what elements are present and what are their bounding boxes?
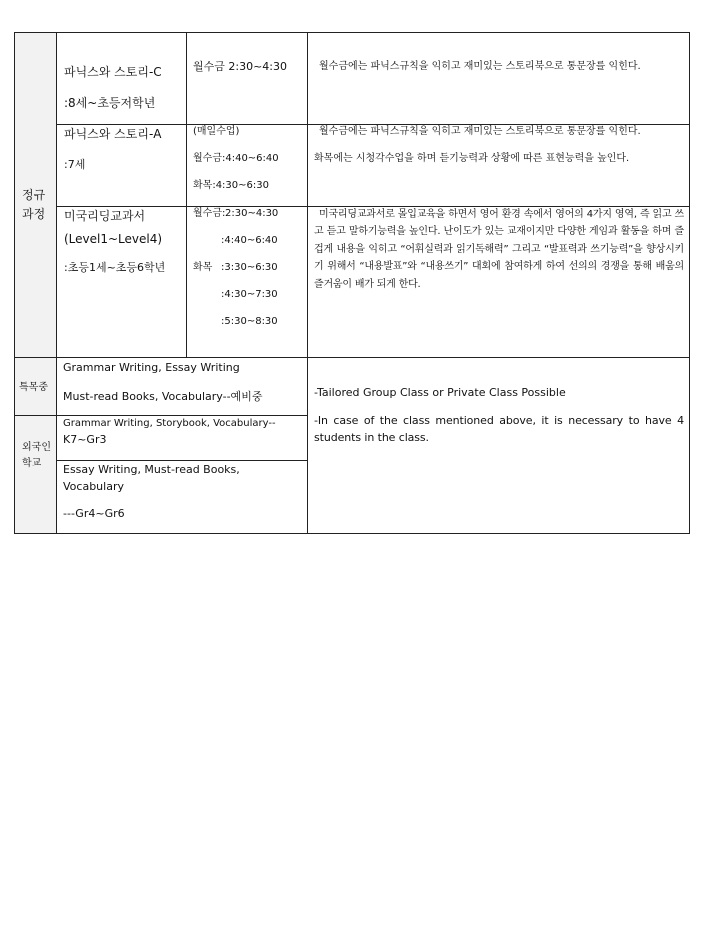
schedule-time: :5:30~8:30 [221, 316, 278, 327]
section-divider [14, 357, 690, 358]
schedule-time: 2:30~4:30 [225, 208, 279, 219]
course-description: 월수금에는 파닉스규칙을 익히고 재미있는 스토리북으로 통문장를 익힌다. [319, 61, 641, 72]
category-special-middle: 특목중 [19, 382, 48, 393]
schedule-time: :4:30~7:30 [221, 289, 278, 300]
note-text: -In case of the class mentioned above, it is necessary to have 4 students in the class. [314, 414, 684, 444]
course-description: 화목에는 시청각수업을 하며 듣기능력과 상황에 따른 표현능력을 높인다. [314, 153, 630, 164]
schedule-time: :3:30~6:30 [221, 262, 278, 273]
column-divider [307, 32, 308, 534]
course-age: :8세~초등저학년 [64, 96, 156, 110]
course-schedule: (매일수업) [193, 126, 240, 137]
category-regular: 정규 [22, 188, 46, 202]
schedule-day-label: 월수금: [193, 208, 226, 219]
course-line: Grammar Writing, Storybook, Vocabulary-- [63, 418, 276, 429]
course-line: Vocabulary [63, 480, 124, 493]
schedule-time: :4:40~6:40 [221, 235, 278, 246]
note-text: -Tailored Group Class or Private Class Possible [314, 386, 566, 399]
table-border-left [14, 32, 15, 534]
row-divider [56, 460, 308, 461]
row-divider [56, 124, 690, 125]
column-divider [186, 32, 187, 358]
table-border-top [14, 32, 690, 33]
course-schedule: 월수금:4:40~6:40 [193, 153, 279, 164]
course-line: Grammar Writing, Essay Writing [63, 361, 240, 374]
course-description: 미국리딩교과서로 몰입교육을 하면서 영어 환경 속에서 영어의 4가지 영역, 즉 읽고 쓰고 듣고 말하기능력을 높인다. 난이도가 있는 교재이지만 다양한 게임과 활동을 하며 즐겁게 내용을 익히고 “어휘실력과 읽기독해력” 그리고 “발표력과 쓰기능력”을 향상시키기 위해서 “내용발표”와 “내용쓰기” 대회에 참여하게 하여 선의의 경쟁을 통해 배움의 즐거움이 배가 되게 한다. [314, 209, 684, 290]
course-age: :7세 [64, 158, 86, 171]
course-line: ---Gr4~Gr6 [63, 507, 125, 520]
course-line: K7~Gr3 [63, 433, 107, 446]
category-intl-school: 학교 [22, 458, 42, 469]
schedule-day-label: 화목 [193, 262, 213, 273]
row-divider [14, 415, 308, 416]
course-line: Essay Writing, Must-read Books, [63, 463, 240, 476]
table-border-bottom [14, 533, 690, 534]
course-line: Must-read Books, Vocabulary--예비중 [63, 390, 263, 403]
course-title: 파닉스와 스토리-C [64, 65, 162, 79]
course-title: 파닉스와 스토리-A [64, 127, 162, 141]
column-divider [56, 32, 57, 534]
course-age: :초등1세~초등6학년 [64, 261, 166, 274]
course-schedule: 월수금 2:30~4:30 [193, 60, 287, 73]
category-intl-school: 외국인 [22, 442, 51, 453]
course-description: 월수금에는 파닉스규칙을 익히고 재미있는 스토리북으로 통문장를 익힌다. [319, 126, 641, 137]
table-border-right [689, 32, 690, 534]
category-regular: 과정 [22, 207, 46, 221]
course-title: 미국리딩교과서 [64, 209, 146, 223]
course-title: (Level1~Level4) [64, 232, 163, 246]
course-schedule: 화목:4:30~6:30 [193, 180, 269, 191]
